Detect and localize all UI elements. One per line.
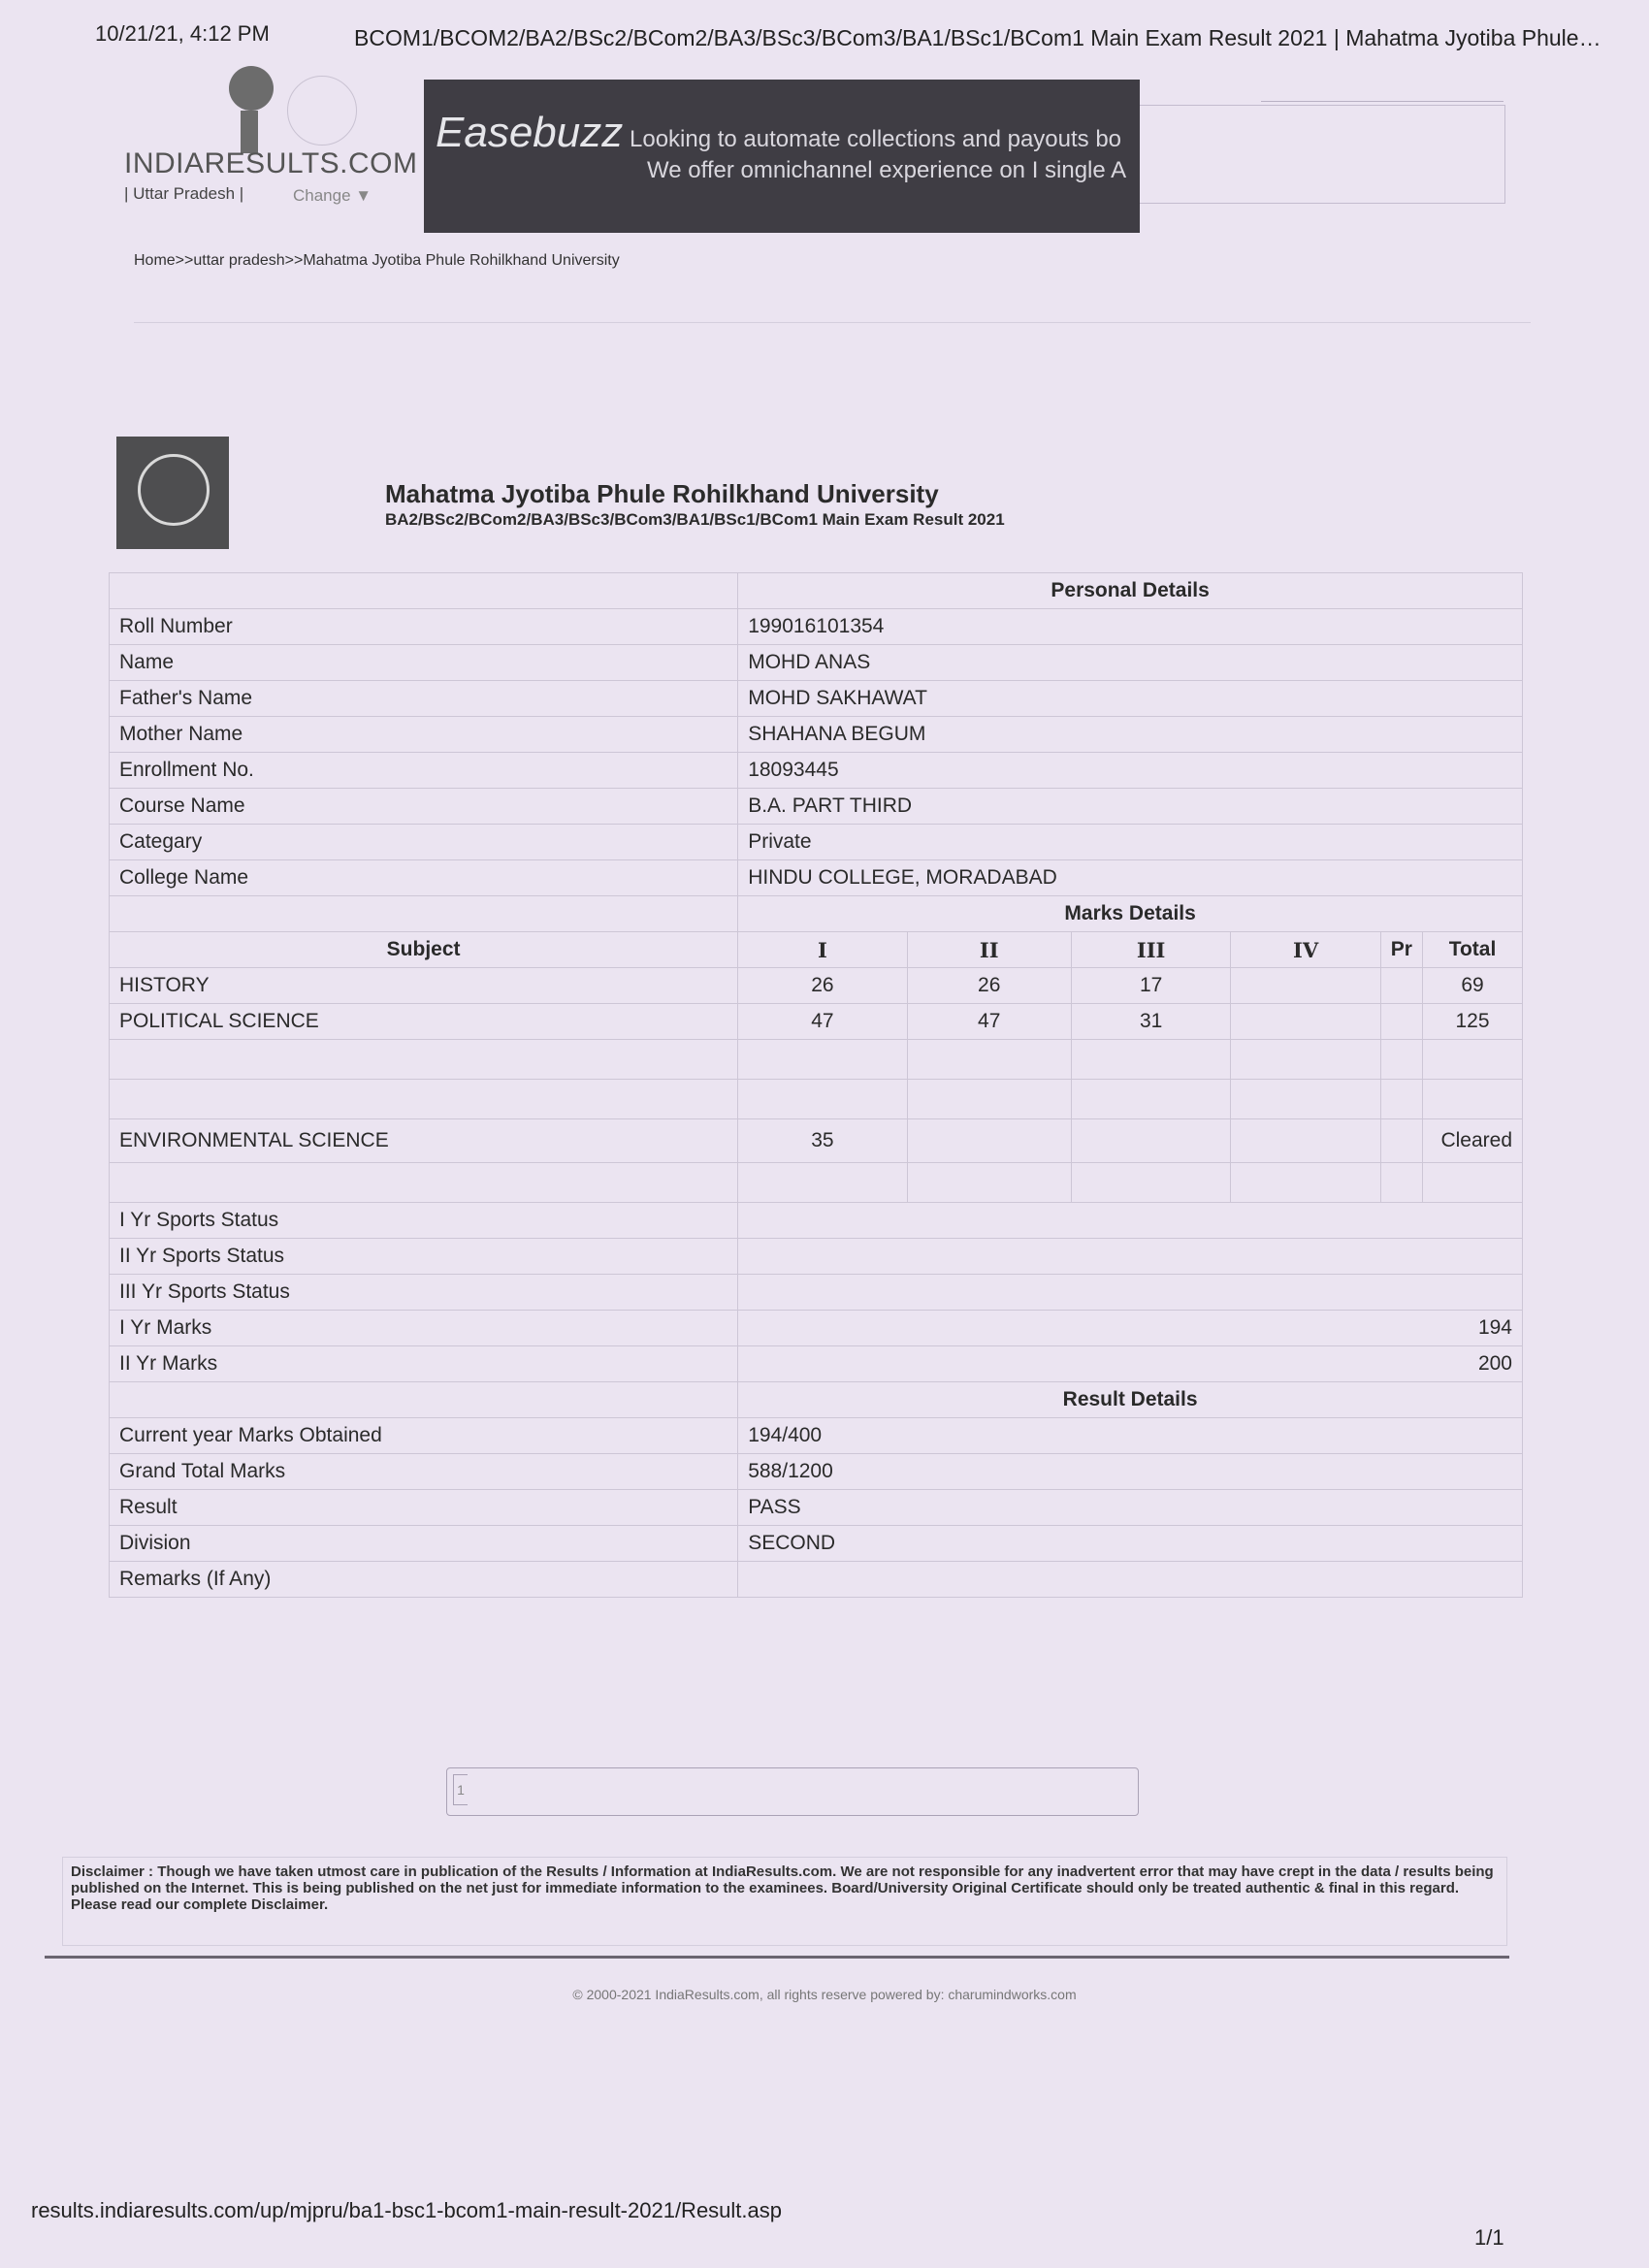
breadcrumb[interactable]: Home>>uttar pradesh>>Mahatma Jyotiba Phule Rohilkhand University — [134, 252, 620, 269]
course-name: B.A. PART THIRD — [738, 789, 1523, 825]
table-row — [110, 825, 1523, 860]
marks-header-row — [110, 932, 1523, 968]
college-name: HINDU COLLEGE, MORADABAD — [738, 860, 1523, 896]
field-label: Name — [110, 645, 738, 681]
print-title: BCOM1/BCOM2/BA2/BSc2/BCom2/BA3/BSc3/BCom3/BA1/BSc1/BCom1 Main Exam Result 2021 | Mahatma Jyotiba Phule… — [354, 25, 1601, 50]
table-row — [110, 1119, 1523, 1163]
banner-line-1: Looking to automate collections and payouts bo — [630, 126, 1122, 152]
field-label: Course Name — [110, 789, 738, 825]
table-row — [110, 789, 1523, 825]
table-row — [110, 609, 1523, 645]
divider — [1261, 101, 1504, 102]
paper-4-header: IV — [1231, 932, 1380, 968]
field-label: Roll Number — [110, 609, 738, 645]
result-table — [109, 572, 1523, 1598]
table-row — [110, 860, 1523, 896]
prev-marks-value: 194 — [738, 1311, 1523, 1346]
table-row — [110, 1311, 1523, 1346]
table-row — [110, 1275, 1523, 1311]
paper-3-mark: 17 — [1071, 968, 1230, 1004]
banner-line-2: We offer omnichannel experience on I single A — [647, 157, 1127, 183]
field-label: Division — [110, 1526, 738, 1562]
banner-brand: Easebuzz — [436, 109, 624, 156]
change-state-link[interactable]: Change ▼ — [293, 186, 372, 205]
division-value: SECOND — [738, 1526, 1523, 1562]
category: Private — [738, 825, 1523, 860]
sports-status-label: II Yr Sports Status — [110, 1239, 738, 1275]
university-seal — [116, 437, 229, 549]
field-label: Categary — [110, 825, 738, 860]
personal-details-heading: Personal Details — [738, 573, 1523, 609]
table-row — [110, 968, 1523, 1004]
subject-total: 125 — [1422, 1004, 1522, 1040]
paper-3-header: III — [1071, 932, 1230, 968]
table-row — [110, 1004, 1523, 1040]
field-label: Current year Marks Obtained — [110, 1418, 738, 1454]
copyright: © 2000-2021 IndiaResults.com, all rights reserve powered by: charumindworks.com — [572, 1987, 1077, 2002]
result-details-heading: Result Details — [738, 1382, 1523, 1418]
paper-2-header: II — [907, 932, 1071, 968]
field-label: College Name — [110, 860, 738, 896]
table-row — [110, 1490, 1523, 1526]
paper-1-mark: 26 — [738, 968, 907, 1004]
total-header: Total — [1422, 932, 1522, 968]
enrollment-number: 18093445 — [738, 753, 1523, 789]
table-row — [110, 1526, 1523, 1562]
student-name: MOHD ANAS — [738, 645, 1523, 681]
prev-marks-value: 200 — [738, 1346, 1523, 1382]
paper-1-mark: 47 — [738, 1004, 907, 1040]
ad-banner[interactable] — [424, 80, 1140, 233]
current-year-marks: 194/400 — [738, 1418, 1523, 1454]
paper-1-mark: 35 — [738, 1119, 907, 1163]
table-row — [110, 1454, 1523, 1490]
subject-name: ENVIRONMENTAL SCIENCE — [110, 1119, 738, 1163]
paper-1-header: I — [738, 932, 907, 968]
table-row — [110, 717, 1523, 753]
logo-person-icon — [229, 66, 274, 111]
table-row — [110, 753, 1523, 789]
table-row — [110, 1239, 1523, 1275]
remarks-value — [738, 1562, 1523, 1598]
prev-marks-label: I Yr Marks — [110, 1311, 738, 1346]
field-label: Father's Name — [110, 681, 738, 717]
page-url: results.indiaresults.com/up/mjpru/ba1-bsc1-bcom1-main-result-2021/Result.asp — [31, 2198, 782, 2222]
field-label: Result — [110, 1490, 738, 1526]
sports-status-label: I Yr Sports Status — [110, 1203, 738, 1239]
field-label: Grand Total Marks — [110, 1454, 738, 1490]
table-row — [110, 645, 1523, 681]
page-number: 1/1 — [1474, 2225, 1504, 2250]
subject-name: POLITICAL SCIENCE — [110, 1004, 738, 1040]
paper-3-mark: 31 — [1071, 1004, 1230, 1040]
table-row — [110, 1562, 1523, 1598]
subject-total: 69 — [1422, 968, 1522, 1004]
father-name: MOHD SAKHAWAT — [738, 681, 1523, 717]
practical-header: Pr — [1380, 932, 1422, 968]
disclaimer: Disclaimer : Though we have taken utmost care in publication of the Results / Information at IndiaResults.com. We are not responsible for any inadvertent error that may have crept in the data / results being published on the Internet. This is being published on the net just for immediate information to the examinees. Board/University Original Certificate should only be treated authentic & final in this regard. Please read our complete Disclaimer. — [62, 1857, 1507, 1946]
prev-marks-label: II Yr Marks — [110, 1346, 738, 1382]
field-label: Mother Name — [110, 717, 738, 753]
paper-2-mark: 47 — [907, 1004, 1071, 1040]
paper-2-mark: 26 — [907, 968, 1071, 1004]
divider — [45, 1956, 1509, 1959]
pager-box[interactable] — [446, 1767, 1139, 1816]
uttar-pradesh-map-icon — [287, 76, 357, 146]
print-date: 10/21/21, 4:12 PM — [95, 21, 270, 46]
exam-title: BA2/BSc2/BCom2/BA3/BSc3/BCom3/BA1/BSc1/BCom1 Main Exam Result 2021 — [385, 510, 1005, 529]
subject-name: HISTORY — [110, 968, 738, 1004]
grand-total-marks: 588/1200 — [738, 1454, 1523, 1490]
subject-header: Subject — [110, 932, 738, 968]
logo-text: INDIARESULTS.COM — [124, 147, 418, 179]
roll-number: 199016101354 — [738, 609, 1523, 645]
state-label: | Uttar Pradesh | — [124, 184, 244, 203]
divider — [134, 322, 1531, 323]
field-label: Enrollment No. — [110, 753, 738, 789]
marks-details-heading: Marks Details — [738, 896, 1523, 932]
ad-frame — [1140, 105, 1505, 204]
pager-tab[interactable]: 1 — [453, 1774, 468, 1805]
table-row — [110, 1346, 1523, 1382]
field-label: Remarks (If Any) — [110, 1562, 738, 1598]
table-row — [110, 681, 1523, 717]
mother-name: SHAHANA BEGUM — [738, 717, 1523, 753]
site-logo[interactable] — [124, 66, 418, 211]
table-row — [110, 1203, 1523, 1239]
university-name: Mahatma Jyotiba Phule Rohilkhand University — [385, 479, 939, 508]
sports-status-label: III Yr Sports Status — [110, 1275, 738, 1311]
seal-emblem-icon — [138, 454, 210, 526]
env-status: Cleared — [1422, 1119, 1522, 1163]
table-row — [110, 1418, 1523, 1454]
result-value: PASS — [738, 1490, 1523, 1526]
